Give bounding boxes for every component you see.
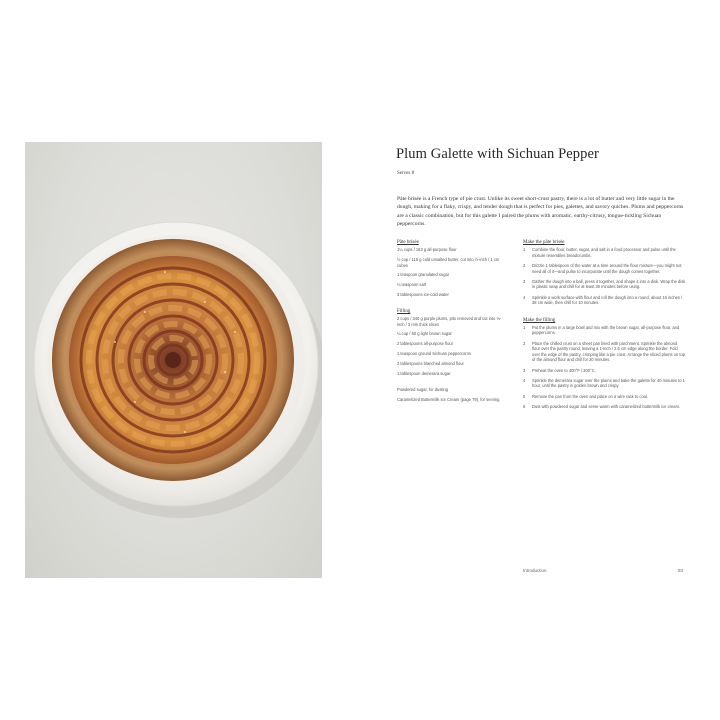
ingredient-item: 1 tablespoon demerara sugar [397,370,451,376]
step-number: 3 [523,367,526,373]
ingredient-item: 2 tablespoons blanched almond flour [397,360,464,366]
step-number: 3 [523,279,526,285]
method-step [523,378,686,389]
method-step [523,394,686,399]
ingredient-item: ½ cup / 115 g cold unsalted butter, cut into ½-inch / 1 cm cubes [397,257,500,268]
method-step [523,247,686,258]
step-text: Gather the dough into a ball, press it together, and shape it into a disk. Wrap the disk in plastic wrap and chill for at least 30 minutes before using. [532,279,686,290]
step-text: Sprinkle the demerara sugar over the plums and bake the galette for 40 minutes to 1 hour, until the pastry is golden brown and crispy. [532,377,685,389]
step-number: 1 [523,325,526,331]
method-step [523,295,686,306]
recipe-title: Plum Galette with Sichuan Pepper [396,146,599,162]
step-number: 4 [523,294,526,300]
pate-ingredients-heading: Pâte brisée [397,240,419,245]
step-text: Put the plums in a large bowl and mix with the brown sugar, all-purpose flour, and peppercorns. [532,325,680,336]
ingredient-item: 1¼ cups / 163 g all-purpose flour [397,247,457,253]
filling-ingredients-heading: Filling [397,308,411,314]
step-text: Preheat the oven to 400°F / 200°C. [532,367,596,373]
step-number: 1 [523,247,526,253]
method-step [523,341,686,363]
ingredient-item: 3 tablespoons ice-cold water [397,292,449,297]
footer-section-label: Introduction [523,568,547,573]
step-number: 2 [523,340,526,346]
step-text: Sprinkle a work surface with flour and roll the dough into a round, about 16 inches / 38 cm wide, then chill for 10 minutes. [532,294,683,306]
page-number: 93 [678,568,684,573]
step-number: 6 [523,404,526,410]
filling-method-heading: Make the filling [523,317,556,323]
ingredient-item: 1 teaspoon granulated sugar [397,272,450,278]
method-step [523,368,686,373]
method-column [523,240,686,415]
step-text: Drizzle 1 tablespoon of the water at a time around the flour mixture—you might not need all of it—and pulse to incorporate until the dough comes together. [532,263,682,274]
ingredient-item: 1 teaspoon ground Sichuan peppercorns [397,351,471,356]
galette-photo [25,142,322,578]
method-step [523,263,686,274]
method-step [523,279,686,290]
step-number: 2 [523,263,526,269]
ingredient-item: ¼ teaspoon salt [397,282,426,288]
step-text: Combine the flour, butter, sugar, and salt in a food processor and pulse until the mixture resembles breadcrumbs. [532,247,676,258]
ingredient-item: 2 cups / 340 g purple plums, pits removed and cut into ⅛-inch / 3 mm thick slices [397,316,502,327]
recipe-intro: Pâte brisée is a French type of pie crust. Unlike its sweet short-crust pastry, there is a lot of butter and very little sugar in the dough, making for a flaky, crispy, and tender dough that is perfect for pies, galettes, and savory quiches. Plums and peppercorns are a classic combination, but for this galette I paired the plums with aromatic, earthy-citrusy, tongue-tickling Sichuan peppercorns. [397,196,684,227]
step-text: Dust with powdered sugar and serve warm with caramelized buttermilk ice cream. [532,404,681,410]
step-text: Remove the pan from the oven and place on a wire rack to cool. [532,393,649,399]
pate-method-heading: Make the pâte brisée [523,240,565,245]
step-text: Place the chilled crust on a sheet pan lined with parchment. Sprinkle the almond flour over the pastry round, leaving a 1-inch / 2.5 cm edge along the border. Fold over the edge of the pastry, crimping like a pie crust. Arrange the sliced plums on top of the almond flour and chill for 20 minutes. [532,340,686,363]
ingredient-item: Caramelized Buttermilk Ice Cream (page 79), for serving [397,397,500,403]
method-step [523,325,686,336]
recipe-serves: Serves 8 [397,171,415,176]
ingredient-item: Powdered sugar, for dusting [397,387,448,393]
ingredients-column [397,240,507,407]
ingredient-item: ¼ cup / 50 g light brown sugar [397,331,452,337]
ingredient-item: 2 tablespoons all-purpose flour [397,341,453,347]
step-number: 4 [523,377,526,383]
method-step [523,404,686,409]
step-number: 5 [523,393,526,399]
